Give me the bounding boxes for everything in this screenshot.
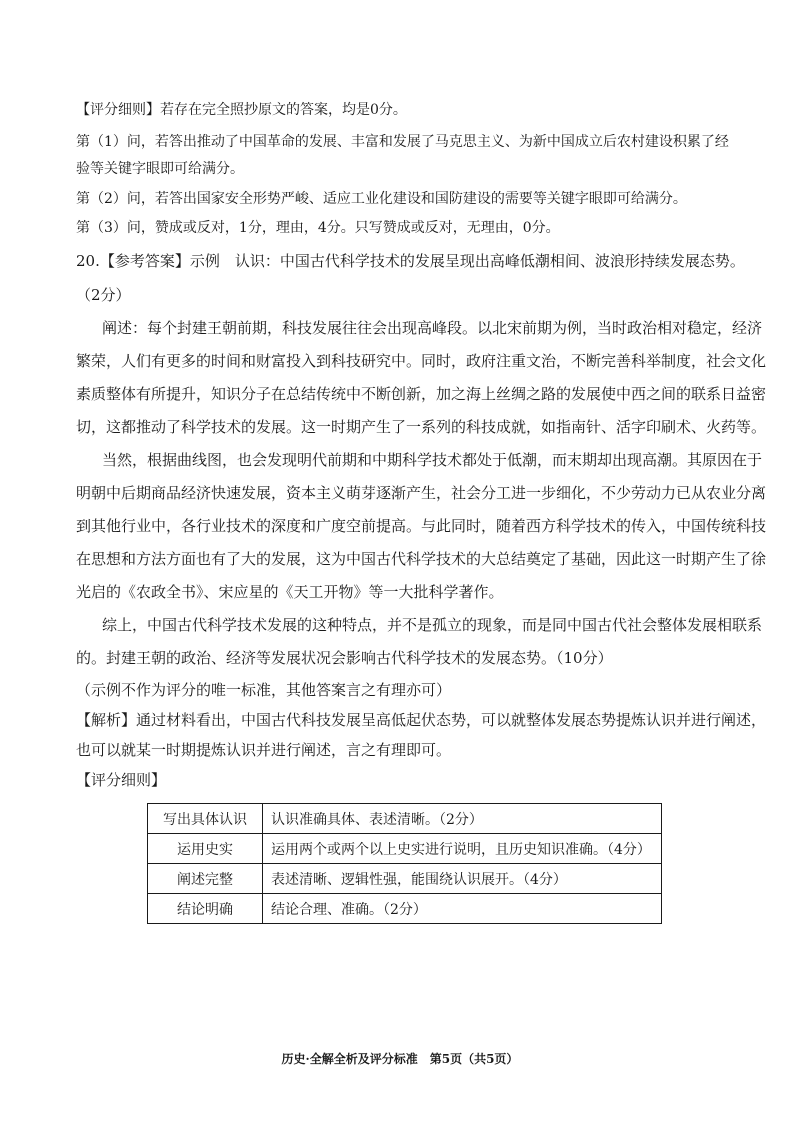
example-note: （示例不作为评分的唯一标准，其他答案言之有理亦可） (76, 681, 452, 699)
paragraph-line: 当然，根据曲线图，也会发现明代前期和中期科学技术都处于低潮，而末期却出现高潮。其原因在于 (102, 451, 763, 469)
paragraph-line: 素质整体有所提升，知识分子在总结传统中不断创新，加之海上丝绸之路的发展使中西之间的联系日益密 (76, 385, 767, 403)
analysis-cont: 也可以就某一时期提炼认识并进行阐述，言之有理即可。 (76, 741, 452, 759)
paragraph-line: 到其他行业中，各行业技术的深度和广度空前提高。与此同时，随着西方科学技术的传入，中国传统科技 (76, 517, 767, 535)
paragraph-line: 综上，中国古代科学技术发展的这种特点，并不是孤立的现象，而是同中国古代社会整体发展相联系 (102, 616, 763, 634)
rubric-criteria: 运用两个或两个以上史实进行说明，且历史知识准确。（4分） (263, 834, 662, 864)
answer-20-heading: 20.【参考答案】示例 认识：中国古代科学技术的发展呈现出高峰低潮相间、波浪形持续发展态势。 (76, 252, 745, 270)
analysis: 【解析】通过材料看出，中国古代科技发展呈高低起伏态势，可以就整体发展态势提炼认识并进行阐述， (76, 711, 767, 729)
rubric-item: 写出具体认识 (148, 804, 263, 834)
table-row (148, 864, 662, 894)
q3-scoring: 第（3）问，赞成或反对，1分，理由，4分。只写赞成或反对，无理由，0分。 (76, 220, 560, 236)
rubric-heading (76, 770, 166, 790)
rubric-item: 结论明确 (148, 894, 263, 924)
paragraph-line: 切，这都推动了科学技术的发展。这一时期产生了一系列的科技成就，如指南针、活字印刷术、火药等。 (76, 418, 767, 436)
rubric-item: 运用史实 (148, 834, 263, 864)
rubric-heading-text: 【评分细则】 (76, 771, 167, 789)
q1-scoring: 第（1）问，若答出推动了中国革命的发展、丰富和发展了马克思主义、为新中国成立后农村建设积累了经 (76, 134, 729, 150)
table-row (148, 834, 662, 864)
paragraph-line: 繁荣，人们有更多的时间和财富投入到科技研究中。同时，政府注重文治，不断完善科举制度，社会文化 (76, 352, 767, 370)
rubric-criteria: 认识准确具体、表述清晰。（2分） (263, 804, 662, 834)
rubric-item: 阐述完整 (148, 864, 263, 894)
paragraph-line: 明朝中后期商品经济快速发展，资本主义萌芽逐渐产生，社会分工进一步细化，不少劳动力已从农业分离 (76, 484, 767, 502)
rubric-criteria: 表述清晰、逻辑性强，能围绕认识展开。（4分） (263, 864, 662, 894)
q1-scoring-cont: 验等关键字眼即可给满分。 (76, 161, 244, 177)
rubric-table (147, 803, 662, 924)
table-row (148, 894, 662, 924)
paragraph-line: 光启的《农政全书》、宋应星的《天工开物》等一大批科学著作。 (76, 583, 504, 601)
page-footer: 历史·全解全析及评分标准 第5页（共5页） (281, 1052, 519, 1066)
paragraph-line: 阐述：每个封建王朝前期，科技发展往往会出现高峰段。以北宋前期为例，当时政治相对稳定，经济 (102, 319, 763, 337)
q2-scoring: 第（2）问，若答出国家安全形势严峻、适应工业化建设和国防建设的需要等关键字眼即可给满分。 (76, 191, 687, 207)
rubric-criteria: 结论合理、准确。（2分） (263, 894, 662, 924)
paragraph-line: 在思想和方法方面也有了大的发展，这为中国古代科学技术的大总结奠定了基础，因此这一时期产生了徐 (76, 550, 767, 568)
answer-20-points: （2分） (76, 286, 131, 304)
table-row (148, 804, 662, 834)
paragraph-line: 的。封建王朝的政治、经济等发展状况会影响古代科学技术的发展态势。（10分） (76, 649, 613, 667)
scoring-note: 【评分细则】若存在完全照抄原文的答案，均是0分。 (76, 102, 407, 118)
